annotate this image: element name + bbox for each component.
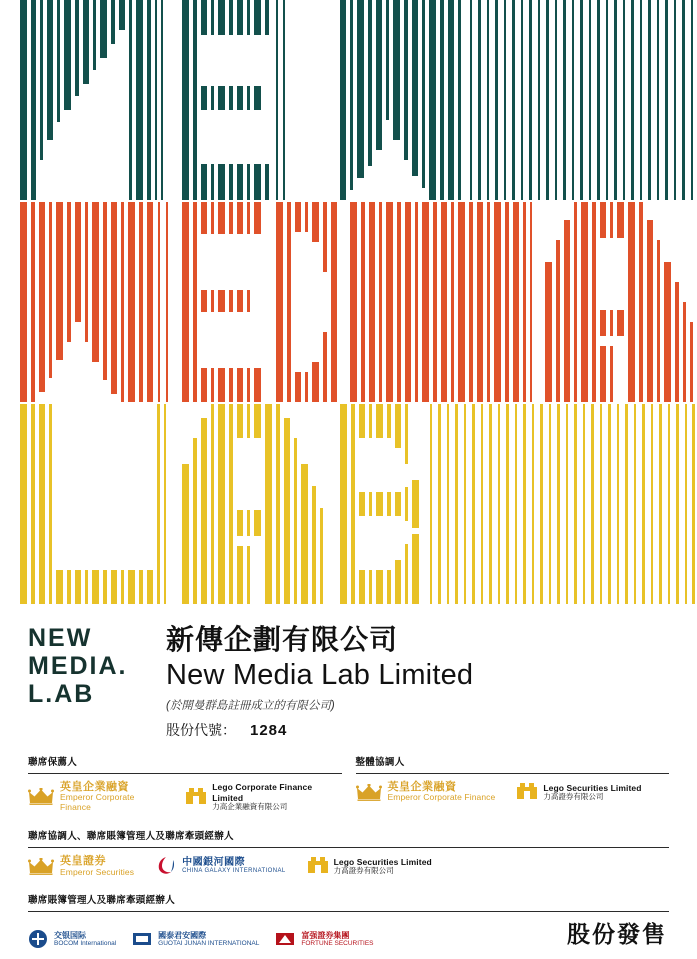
sponsors-section — [0, 740, 697, 913]
guotai-icon — [132, 929, 152, 949]
hero-row-new — [0, 0, 697, 200]
joint-leads-heading: 聯席協調人、聯席賬簿管理人及聯席牽頭經辦人 — [28, 830, 234, 842]
firm-text — [182, 857, 286, 875]
firm-name-cn: 英皇企業融資 — [60, 780, 129, 793]
firm-name-cn: 富强證券集團 — [301, 931, 350, 941]
sponsor-row-1 — [28, 754, 669, 822]
firm-text — [334, 857, 432, 876]
firm-name-cn: 力高證券有限公司 — [333, 865, 394, 875]
sole-sponsor-logos — [28, 774, 342, 822]
firm-name-cn: 英皇證券 — [60, 854, 106, 867]
logo-line-3: L.AB — [28, 680, 95, 708]
joint-bookrunners-leads-block — [28, 892, 669, 912]
galaxy-icon — [156, 856, 176, 876]
lego-brick-icon — [308, 856, 328, 876]
footer-logos — [28, 923, 374, 949]
stock-code-value: 1284 — [250, 721, 288, 739]
firm-name-en: BOCOM International — [54, 940, 117, 948]
firm-lego-securities-2 — [308, 856, 432, 876]
firm-text — [301, 931, 373, 948]
firm-emperor-corporate-finance — [28, 781, 164, 813]
firm-name-cn: 交银国际 — [54, 931, 86, 941]
firm-name-cn: 國泰君安國際 — [158, 931, 207, 941]
sole-sponsor-col — [28, 754, 342, 822]
joint-bookrunners-heading: 整體協調人 — [355, 756, 405, 768]
company-logo — [28, 622, 146, 708]
crown-icon — [28, 788, 54, 805]
stock-code-label: 股份代號： — [166, 721, 236, 738]
firm-name-en: Lego Securities Limited — [333, 856, 432, 867]
firm-lego-securities — [517, 782, 641, 802]
joint-leads-block — [28, 828, 669, 886]
firm-name-cn: 中國銀河國際 — [182, 856, 246, 868]
crown-icon — [28, 858, 54, 875]
firm-name-cn: 力高證券有限公司 — [543, 791, 604, 801]
incorporation-note: (於開曼群島註冊成立的有限公司) — [166, 699, 335, 712]
company-name-cn: 新傳企劃有限公司 — [166, 624, 399, 655]
firm-fortune-securities — [275, 929, 373, 949]
firm-name-en: Emperor Securities — [60, 866, 135, 877]
firm-text — [388, 781, 496, 803]
firm-name-en: CHINA GALAXY INTERNATIONAL — [182, 868, 286, 875]
hero-row-media — [0, 202, 697, 402]
firm-text — [60, 781, 164, 813]
firm-china-galaxy — [156, 856, 286, 876]
firm-name-en: Lego Securities Limited — [543, 782, 642, 793]
logo-line-2: MEDIA. — [28, 652, 128, 680]
firm-bocom — [28, 929, 116, 949]
firm-emperor-securities — [28, 855, 134, 877]
joint-bookrunners-col — [342, 754, 670, 822]
bocom-icon — [28, 929, 48, 949]
joint-leads-logos — [28, 848, 669, 886]
lego-brick-icon — [186, 787, 206, 807]
crown-icon — [356, 784, 382, 801]
firm-text — [158, 931, 259, 948]
firm-text — [54, 931, 116, 948]
cover-info — [0, 608, 697, 959]
joint-bookrunners-leads-heading: 聯席賬簿管理人及聯席牽頭經辦人 — [28, 895, 176, 907]
company-name-en: New Media Lab Limited — [166, 659, 474, 691]
offer-title: 股份發售 — [567, 921, 667, 948]
firm-name-cn: 英皇企業融資 — [387, 780, 457, 793]
firm-name-en: Emperor Corporate Finance — [60, 792, 135, 813]
hero-row-lab — [0, 404, 697, 604]
joint-bookrunners-logos — [356, 774, 670, 812]
firm-text — [543, 783, 641, 802]
footer-row — [0, 912, 697, 959]
logo-line-1: NEW — [28, 624, 93, 652]
firm-emperor-corporate-finance-2 — [356, 781, 496, 803]
stock-code — [166, 720, 473, 740]
firm-name-cn: 力高企業融資有限公司 — [212, 801, 288, 811]
firm-text — [60, 855, 134, 877]
firm-name-en: FORTUNE SECURITIES — [301, 940, 374, 948]
sole-sponsor-heading: 聯席保薦人 — [28, 756, 78, 768]
firm-name-en: Emperor Corporate Finance — [387, 792, 496, 803]
firm-guotai-junan — [132, 929, 259, 949]
brand-row — [0, 608, 697, 740]
firm-name-en: Lego Corporate Finance Limited — [212, 782, 313, 803]
firm-name-en: GUOTAI JUNAN INTERNATIONAL — [158, 940, 260, 948]
firm-text — [212, 782, 341, 811]
lego-brick-icon — [517, 782, 537, 802]
firm-lego-corporate-finance — [186, 782, 341, 811]
fortune-icon — [275, 929, 295, 949]
company-names — [146, 622, 473, 740]
